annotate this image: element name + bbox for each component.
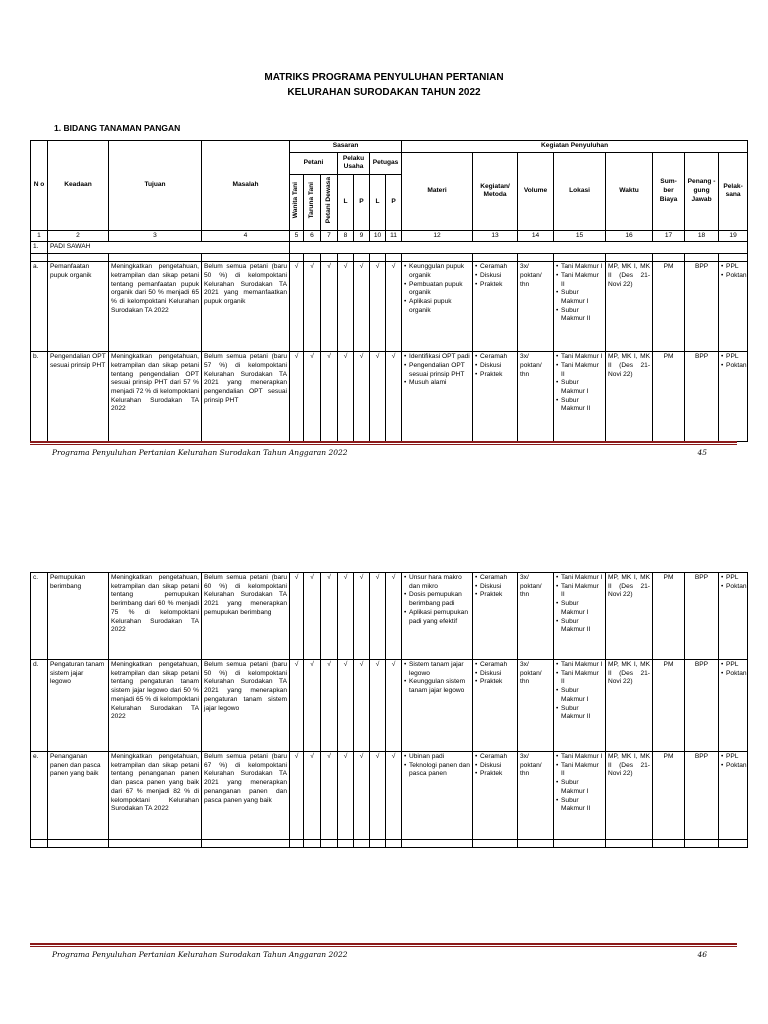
cell-lokasi: [554, 660, 606, 752]
list-item: • Subur Makmur I: [556, 379, 603, 396]
cell-lokasi-list: [556, 263, 603, 324]
cell-lokasi: [554, 262, 606, 352]
footer-text: Programa Penyuluhan Pertanian Kelurahan Surodakan Tahun Anggaran 2022: [52, 950, 348, 959]
list-item: • Tani Makmur II: [556, 362, 603, 379]
check-mark: √: [370, 660, 386, 752]
cell-keadaan: Pemupukan berimbang: [48, 573, 109, 660]
list-item: • Tani Makmur II: [556, 583, 603, 600]
header-petani: Petani: [290, 152, 338, 174]
cell-metoda: [473, 660, 518, 752]
check-mark: √: [354, 262, 370, 352]
matrix-table-page2: [30, 572, 748, 848]
check-mark: √: [386, 573, 402, 660]
list-item: • Tani Makmur II: [556, 762, 603, 779]
check-mark: √: [304, 573, 321, 660]
list-item: • Teknologi panen dan pasca panen: [404, 762, 470, 779]
cell-volume: 3x/ poktan/ thn: [518, 660, 554, 752]
cell-lokasi: [554, 573, 606, 660]
list-item: • Diskusi: [475, 362, 515, 371]
list-item: • Keunggulan pupuk organik: [404, 263, 470, 280]
list-item: • Subur Makmur I: [556, 289, 603, 306]
list-item: • Sistem tanam jajar legowo: [404, 661, 470, 678]
list-item: • Ceramah: [475, 353, 515, 362]
column-number: 2: [48, 230, 109, 242]
cell-materi: [402, 660, 473, 752]
list-item: • Tani Makmur II: [556, 670, 603, 687]
cell-pelaksana: [719, 660, 748, 752]
cell-waktu: MP, MK I, MK II (Des 21- Novi 22): [606, 352, 653, 442]
footer-page2: [30, 943, 737, 959]
check-mark: √: [290, 660, 304, 752]
header-keadaan: Keadaan: [48, 141, 109, 231]
group-title: PADI SAWAH: [48, 242, 290, 254]
cell-keadaan: Penanganan panen dan pasca panen yang baik: [48, 752, 109, 840]
check-mark: √: [290, 573, 304, 660]
cell-sumber-biaya: PM: [653, 262, 685, 352]
check-mark: √: [304, 660, 321, 752]
column-number: 3: [109, 230, 202, 242]
cell-lokasi: [554, 352, 606, 442]
group-label: 1.: [31, 242, 48, 254]
check-mark: √: [386, 352, 402, 442]
list-item: • Poktan: [721, 670, 745, 679]
check-mark: √: [370, 573, 386, 660]
cell-sumber-biaya: PM: [653, 573, 685, 660]
header-petugas-l: L: [370, 174, 386, 230]
check-mark: √: [386, 660, 402, 752]
list-item: • Ceramah: [475, 753, 515, 762]
cell-materi-list: [404, 353, 470, 388]
cell-pelaksana-list: [721, 353, 745, 370]
check-mark: √: [290, 262, 304, 352]
list-item: • Ubinan padi: [404, 753, 470, 762]
cell-metoda: [473, 352, 518, 442]
cell-keadaan: Pemanfaatan pupuk organik: [48, 262, 109, 352]
list-item: • Keunggulan sistem tanam jajar legowo: [404, 678, 470, 695]
list-item: • Identifikasi OPT padi: [404, 353, 470, 362]
cell-volume: 3x/ poktan/ thn: [518, 262, 554, 352]
cell-penanggung-jawab: BPP: [685, 573, 719, 660]
list-item: • Subur Makmur I: [556, 600, 603, 617]
list-item: • Diskusi: [475, 583, 515, 592]
cell-pelaksana-list: [721, 574, 745, 591]
check-mark: √: [386, 752, 402, 840]
cell-metoda-list: [475, 263, 515, 289]
cell-keadaan: Pengendalian OPT sesuai prinsip PHT: [48, 352, 109, 442]
check-mark: √: [338, 660, 354, 752]
cell-masalah: Belum semua petani (baru 60 %) di kelompoktani Kelurahan Surodakan TA 2021 yang menerapkan pemupukan berimbang: [202, 573, 290, 660]
list-item: • Poktan: [721, 762, 745, 771]
list-item: • Diskusi: [475, 762, 515, 771]
table-row: [31, 262, 748, 352]
column-number: 4: [202, 230, 290, 242]
check-mark: √: [304, 752, 321, 840]
check-mark: √: [321, 752, 338, 840]
cell-sumber-biaya: PM: [653, 660, 685, 752]
list-item: • Poktan: [721, 362, 745, 371]
check-mark: √: [338, 262, 354, 352]
cell-keadaan: Pengaturan tanam sistem jajar legowo: [48, 660, 109, 752]
header-volume: Volume: [518, 152, 554, 230]
check-mark: √: [304, 262, 321, 352]
list-item: • Tani Makmur I: [556, 661, 603, 670]
column-number: 19: [719, 230, 748, 242]
cell-materi-list: [404, 574, 470, 626]
header-waktu: Waktu: [606, 152, 653, 230]
cell-materi: [402, 752, 473, 840]
cell-no: e.: [31, 752, 48, 840]
column-number: 6: [304, 230, 321, 242]
column-number: 10: [370, 230, 386, 242]
list-item: • Ceramah: [475, 263, 515, 272]
list-item: • Tani Makmur I: [556, 753, 603, 762]
cell-penanggung-jawab: BPP: [685, 660, 719, 752]
column-number: 16: [606, 230, 653, 242]
check-mark: √: [354, 752, 370, 840]
list-item: • PPL: [721, 661, 745, 670]
table-row: [31, 752, 748, 840]
cell-penanggung-jawab: BPP: [685, 352, 719, 442]
list-item: • Tani Makmur I: [556, 353, 603, 362]
column-number: 14: [518, 230, 554, 242]
check-mark: √: [338, 752, 354, 840]
list-item: • Subur Makmur II: [556, 397, 603, 414]
list-item: • Unsur hara makro dan mikro: [404, 574, 470, 591]
check-mark: √: [321, 352, 338, 442]
cell-materi-list: [404, 753, 470, 779]
list-item: • Praktek: [475, 281, 515, 290]
list-item: • Musuh alami: [404, 379, 470, 388]
list-item: • Pengendalian OPT sesuai prinsip PHT: [404, 362, 470, 379]
cell-sumber-biaya: PM: [653, 752, 685, 840]
cell-metoda-list: [475, 353, 515, 379]
cell-masalah: Belum semua petani (baru 67 %) di kelompoktani Kelurahan Surodakan TA 2021 yang menerapkan penanganan panen dan pasca panen yang baik: [202, 752, 290, 840]
header-tujuan: Tujuan: [109, 141, 202, 231]
cell-pelaksana: [719, 262, 748, 352]
header-sasaran: Sasaran: [290, 141, 402, 153]
header-wanita-tani: Wanita Tani: [290, 174, 304, 230]
list-item: • Subur Makmur II: [556, 307, 603, 324]
list-item: • PPL: [721, 353, 745, 362]
table-row: [31, 352, 748, 442]
check-mark: √: [370, 352, 386, 442]
list-item: • Subur Makmur I: [556, 779, 603, 796]
cell-sumber-biaya: PM: [653, 352, 685, 442]
header-petani-dewasa: Petani Dewasa: [321, 174, 338, 230]
cell-lokasi: [554, 752, 606, 840]
column-number: 13: [473, 230, 518, 242]
list-item: • Tani Makmur I: [556, 263, 603, 272]
list-item: • Praktek: [475, 591, 515, 600]
cell-pelaksana: [719, 573, 748, 660]
group-empty: [290, 242, 748, 254]
cell-materi: [402, 262, 473, 352]
list-item: • Subur Makmur II: [556, 618, 603, 635]
cell-metoda: [473, 262, 518, 352]
check-mark: √: [370, 752, 386, 840]
cell-pelaksana-list: [721, 661, 745, 678]
cell-no: b.: [31, 352, 48, 442]
check-mark: √: [290, 352, 304, 442]
cell-no: a.: [31, 262, 48, 352]
cell-materi-list: [404, 661, 470, 696]
header-penanggung-jawab: Penang -gung Jawab: [685, 152, 719, 230]
column-number: 7: [321, 230, 338, 242]
column-number: 1: [31, 230, 48, 242]
list-item: • Diskusi: [475, 272, 515, 281]
header-kegiatan-penyuluhan: Kegiatan Penyuluhan: [402, 141, 748, 153]
header-pelaksana: Pelak- sana: [719, 152, 748, 230]
check-mark: √: [370, 262, 386, 352]
column-number: 5: [290, 230, 304, 242]
header-sumber-biaya: Sum- ber Biaya: [653, 152, 685, 230]
cell-tujuan: Meningkatkan pengetahuan, ketrampilan dan sikap petani tentang penanganan panen dan pasca panen yang baik dari 67 % menjadi 82 % di kelompoktani Kelurahan Surodakan TA 2022: [109, 752, 202, 840]
cell-masalah: Belum semua petani (baru 50 %) di kelompoktani Kelurahan Surodakan TA 2021 yang menerapkan pengaturan tanam sistem jajar legowo: [202, 660, 290, 752]
group-row: [31, 242, 748, 254]
cell-tujuan: Meningkatkan pengetahuan, ketrampilan dan sikap petani tentang pemupukan berimbang dari 60 % menjadi 75 % di kelompoktani Kelurahan Surodakan TA 2022: [109, 573, 202, 660]
cell-masalah: Belum semua petani (baru 57 %) di kelompoktani Kelurahan Surodakan TA 2021 yang menerapkan pengendalian OPT sesuai prinsip PHT: [202, 352, 290, 442]
list-item: • Praktek: [475, 678, 515, 687]
list-item: • Praktek: [475, 371, 515, 380]
footer-page1: [30, 441, 737, 457]
cell-waktu: MP, MK I, MK II (Des 21- Novi 22): [606, 262, 653, 352]
check-mark: √: [354, 352, 370, 442]
check-mark: √: [338, 352, 354, 442]
cell-volume: 3x/ poktan/ thn: [518, 352, 554, 442]
check-mark: √: [321, 660, 338, 752]
page-number: 46: [697, 950, 707, 959]
header-kegiatan-metoda: Kegiatan/ Metoda: [473, 152, 518, 230]
check-mark: √: [354, 660, 370, 752]
cell-tujuan: Meningkatkan pengetahuan, ketrampilan dan sikap petani tentang pengendalian OPT sesuai prinsip PHT dari 57 % menjadi 72 % di kelompoktani Kelurahan Surodakan TA 2022: [109, 352, 202, 442]
cell-tujuan: Meningkatkan pengetahuan, ketrampilan dan sikap petani tentang pengaturan tanam sistem jajar legowo dari 50 % menjadi 65 % di kelompoktani Kelurahan Surodakan TA 2022: [109, 660, 202, 752]
cell-waktu: MP, MK I, MK II (Des 21- Novi 22): [606, 752, 653, 840]
column-number: 8: [338, 230, 354, 242]
header-masalah: Masalah: [202, 141, 290, 231]
cell-metoda: [473, 573, 518, 660]
column-number: 18: [685, 230, 719, 242]
list-item: • Subur Makmur I: [556, 687, 603, 704]
header-pelaku-usaha: Pelaku Usaha: [338, 152, 370, 174]
cell-pelaksana-list: [721, 263, 745, 280]
column-number: 9: [354, 230, 370, 242]
list-item: • Aplikasi pemupukan padi yang efektif: [404, 609, 470, 626]
list-item: • PPL: [721, 574, 745, 583]
cell-waktu: MP, MK I, MK II (Des 21- Novi 22): [606, 573, 653, 660]
check-mark: √: [321, 262, 338, 352]
cell-tujuan: Meningkatkan pengetahuan, ketrampilan dan sikap petani tentang pemanfaatan pupuk organik dari 50 % menjadi 65 % di kelompoktani Kelurahan Surodakan TA 2022: [109, 262, 202, 352]
check-mark: √: [321, 573, 338, 660]
empty-row: [31, 840, 748, 848]
header-no: N o: [31, 141, 48, 231]
footer-text: Programa Penyuluhan Pertanian Kelurahan Surodakan Tahun Anggaran 2022: [52, 448, 348, 457]
header-pelaku-l: L: [338, 174, 354, 230]
cell-waktu: MP, MK I, MK II (Des 21- Novi 22): [606, 660, 653, 752]
cell-lokasi-list: [556, 353, 603, 414]
list-item: • Praktek: [475, 770, 515, 779]
spacer-row: [31, 254, 748, 262]
list-item: • PPL: [721, 753, 745, 762]
list-item: • Dosis pemupukan berimbang padi: [404, 591, 470, 608]
cell-pelaksana: [719, 752, 748, 840]
header-lokasi: Lokasi: [554, 152, 606, 230]
list-item: • Ceramah: [475, 574, 515, 583]
header-pelaku-p: P: [354, 174, 370, 230]
cell-volume: 3x/ poktan/ thn: [518, 573, 554, 660]
column-number: 11: [386, 230, 402, 242]
check-mark: √: [354, 573, 370, 660]
document-title-line1: MATRIKS PROGRAMA PENYULUHAN PERTANIAN: [264, 72, 504, 83]
list-item: • Tani Makmur II: [556, 272, 603, 289]
list-item: • Subur Makmur II: [556, 797, 603, 814]
list-item: • Pembuatan pupuk organik: [404, 281, 470, 298]
check-mark: √: [386, 262, 402, 352]
cell-pelaksana-list: [721, 753, 745, 770]
column-number: 15: [554, 230, 606, 242]
check-mark: √: [290, 752, 304, 840]
list-item: • Poktan: [721, 272, 745, 281]
list-item: • Ceramah: [475, 661, 515, 670]
check-mark: √: [304, 352, 321, 442]
document-title-line2: KELURAHAN SURODAKAN TAHUN 2022: [287, 87, 481, 98]
cell-no: c.: [31, 573, 48, 660]
list-item: • Subur Makmur II: [556, 705, 603, 722]
column-number: 12: [402, 230, 473, 242]
cell-penanggung-jawab: BPP: [685, 752, 719, 840]
cell-lokasi-list: [556, 753, 603, 814]
cell-materi: [402, 573, 473, 660]
cell-penanggung-jawab: BPP: [685, 262, 719, 352]
cell-metoda: [473, 752, 518, 840]
list-item: • PPL: [721, 263, 745, 272]
header-petugas: Petugas: [370, 152, 402, 174]
cell-no: d.: [31, 660, 48, 752]
list-item: • Diskusi: [475, 670, 515, 679]
cell-pelaksana: [719, 352, 748, 442]
header-materi: Materi: [402, 152, 473, 230]
check-mark: √: [338, 573, 354, 660]
list-item: • Poktan: [721, 583, 745, 592]
cell-metoda-list: [475, 574, 515, 600]
table-row: [31, 660, 748, 752]
table-row: [31, 573, 748, 660]
section-title: 1. BIDANG TANAMAN PANGAN: [54, 123, 181, 133]
matrix-table-page1: [30, 140, 748, 442]
cell-lokasi-list: [556, 574, 603, 635]
list-item: • Aplikasi pupuk organik: [404, 298, 470, 315]
header-petugas-p: P: [386, 174, 402, 230]
cell-volume: 3x/ poktan/ thn: [518, 752, 554, 840]
list-item: • Tani Makmur I: [556, 574, 603, 583]
cell-metoda-list: [475, 661, 515, 687]
cell-lokasi-list: [556, 661, 603, 722]
page-number: 45: [697, 448, 707, 457]
header-taruna-tani: Taruna Tani: [304, 174, 321, 230]
column-number-row: [31, 230, 748, 242]
cell-materi-list: [404, 263, 470, 315]
cell-masalah: Belum semua petani (baru 50 %) di kelompoktani Kelurahan Surodakan TA 2021 yang memanfaatkan pupuk organik: [202, 262, 290, 352]
column-number: 17: [653, 230, 685, 242]
cell-metoda-list: [475, 753, 515, 779]
cell-materi: [402, 352, 473, 442]
